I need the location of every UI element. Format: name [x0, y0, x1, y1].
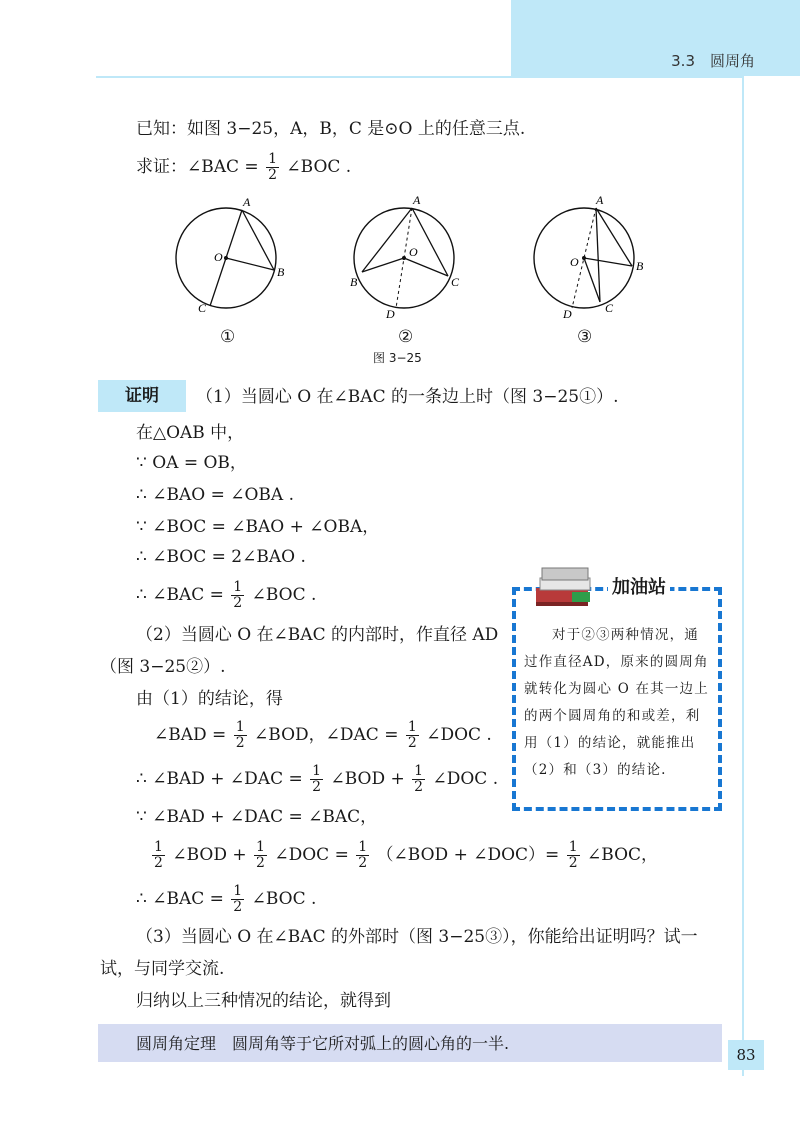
label-C: C	[451, 275, 460, 289]
label-B: B	[350, 275, 358, 289]
frac-den: 2	[358, 855, 368, 871]
l11-d: （∠BOD + ∠DOC）=	[376, 845, 560, 865]
frac-den: 2	[233, 899, 243, 915]
label-B: B	[636, 259, 644, 273]
frac-num: 1	[233, 579, 243, 595]
frac-num: 1	[407, 719, 417, 735]
frac-den: 2	[414, 779, 424, 795]
fraction	[234, 720, 247, 751]
l11-c: ∠DOC =	[274, 845, 349, 865]
proof-line-4: ∵ ∠BOC = ∠BAO + ∠OBA，	[136, 517, 380, 537]
tip-title: 加油站	[608, 573, 670, 599]
label-D: D	[563, 307, 572, 321]
case3-line-a: （3）当圆心 O 在∠BAC 的外部时（图 3−25③），你能给出证明吗？试一	[136, 927, 698, 947]
frac-num: 1	[312, 763, 322, 779]
fraction	[567, 840, 580, 871]
frac-num: 1	[414, 763, 424, 779]
section-title: 3.3 圆周角	[671, 52, 755, 70]
figure-2	[350, 193, 460, 321]
figure-3-25	[150, 190, 670, 340]
fraction	[152, 840, 165, 871]
fraction	[412, 764, 425, 795]
figure-2-label: ②	[398, 327, 414, 347]
l6-prefix: ∴ ∠BAC =	[136, 585, 224, 605]
frac-den: 2	[568, 855, 578, 871]
proof-line-12	[136, 884, 316, 915]
l9-a: ∴ ∠BAD + ∠DAC =	[136, 769, 303, 789]
proof-line-10: ∵ ∠BAD + ∠DAC = ∠BAC，	[136, 807, 378, 827]
label-B: B	[277, 265, 285, 279]
page-number: 83	[728, 1040, 764, 1070]
l12-a: ∴ ∠BAC =	[136, 889, 224, 909]
frac-num: 1	[233, 883, 243, 899]
fraction	[231, 884, 244, 915]
label-A: A	[413, 193, 421, 207]
frac-num: 1	[358, 839, 368, 855]
label-C: C	[605, 301, 614, 315]
l9-c: ∠DOC .	[432, 769, 499, 789]
case2-line-b: （图 3−25②）.	[100, 657, 226, 677]
label-A: A	[243, 195, 251, 209]
l8-c: ∠DOC .	[426, 725, 492, 745]
summary-line: 归纳以上三种情况的结论，就得到	[136, 991, 391, 1011]
fraction	[310, 764, 323, 795]
label-C: C	[198, 301, 207, 315]
label-A: A	[596, 193, 604, 207]
section-tab	[511, 0, 800, 76]
proof-line-6	[136, 580, 316, 611]
l8-b: ∠BOD，∠DAC =	[254, 725, 399, 745]
label-O: O	[409, 245, 418, 259]
proof-label: 证明	[98, 380, 186, 412]
frac-den: 2	[407, 735, 417, 751]
theorem-text: 圆周角定理 圆周角等于它所对弧上的圆心角的一半.	[136, 1034, 510, 1053]
header-rule	[96, 76, 744, 78]
label-D: D	[386, 307, 395, 321]
proof-line-3: ∴ ∠BAO = ∠OBA .	[136, 485, 294, 505]
fraction	[254, 840, 267, 871]
l11-e: ∠BOC，	[587, 845, 659, 865]
proof-line-9	[136, 764, 498, 795]
frac-num: 1	[568, 839, 578, 855]
l6-suffix: ∠BOC .	[251, 585, 317, 605]
frac-den: 2	[233, 595, 243, 611]
proof-line-11	[150, 840, 658, 871]
case1-intro: （1）当圆心 O 在∠BAC 的一条边上时（图 3−25①）.	[196, 387, 619, 407]
l12-b: ∠BOC .	[251, 889, 317, 909]
frac-den: 2	[154, 855, 163, 871]
frac-num: 1	[268, 151, 277, 167]
fraction	[231, 580, 244, 611]
proof-line-8	[154, 720, 492, 751]
margin-rule	[742, 76, 744, 1076]
figure-1-label: ①	[220, 327, 236, 347]
case2-line-a: （2）当圆心 O 在∠BAC 的内部时，作直径 AD	[136, 625, 499, 645]
prove-prefix: 求证：∠BAC =	[136, 157, 259, 177]
l11-b: ∠BOD +	[172, 845, 247, 865]
frac-den: 2	[268, 167, 277, 183]
tip-body: 对于②③两种情况，通过作直径AD，原来的圆周角就转化为圆心 O 在其一边上的两个圆周角的和或差，利用（1）的结论，就能推出（2）和（3）的结论.	[524, 627, 709, 778]
tip-book-icon	[532, 562, 598, 610]
figure-3	[534, 193, 644, 321]
frac-den: 2	[256, 855, 265, 871]
frac-num: 1	[235, 719, 245, 735]
given-statement: 已知：如图 3−25，A，B，C 是⊙O 上的任意三点.	[136, 119, 526, 139]
proof-line-5: ∴ ∠BOC = 2∠BAO .	[136, 547, 306, 567]
fraction	[356, 840, 369, 871]
case3-line-b: 试，与同学交流.	[100, 959, 225, 979]
l8-a: ∠BAD =	[154, 725, 227, 745]
frac-num: 1	[256, 839, 265, 855]
proof-line-7: 由（1）的结论，得	[136, 689, 283, 709]
fraction	[406, 720, 419, 751]
frac-den: 2	[312, 779, 322, 795]
label-O: O	[570, 255, 579, 269]
figure-caption: 图 3−25	[373, 351, 422, 365]
proof-line-1: 在△OAB 中，	[136, 423, 245, 443]
frac-den: 2	[235, 735, 245, 751]
proof-line-2: ∵ OA = OB，	[136, 453, 247, 473]
l9-b: ∠BOD +	[330, 769, 405, 789]
prove-suffix: ∠BOC .	[286, 157, 352, 177]
label-O: O	[214, 250, 223, 264]
fraction	[266, 152, 279, 183]
tip-text	[524, 622, 712, 784]
prove-statement	[136, 152, 351, 183]
frac-num: 1	[154, 839, 163, 855]
figure-1	[176, 195, 285, 315]
figure-3-label: ③	[577, 327, 593, 347]
